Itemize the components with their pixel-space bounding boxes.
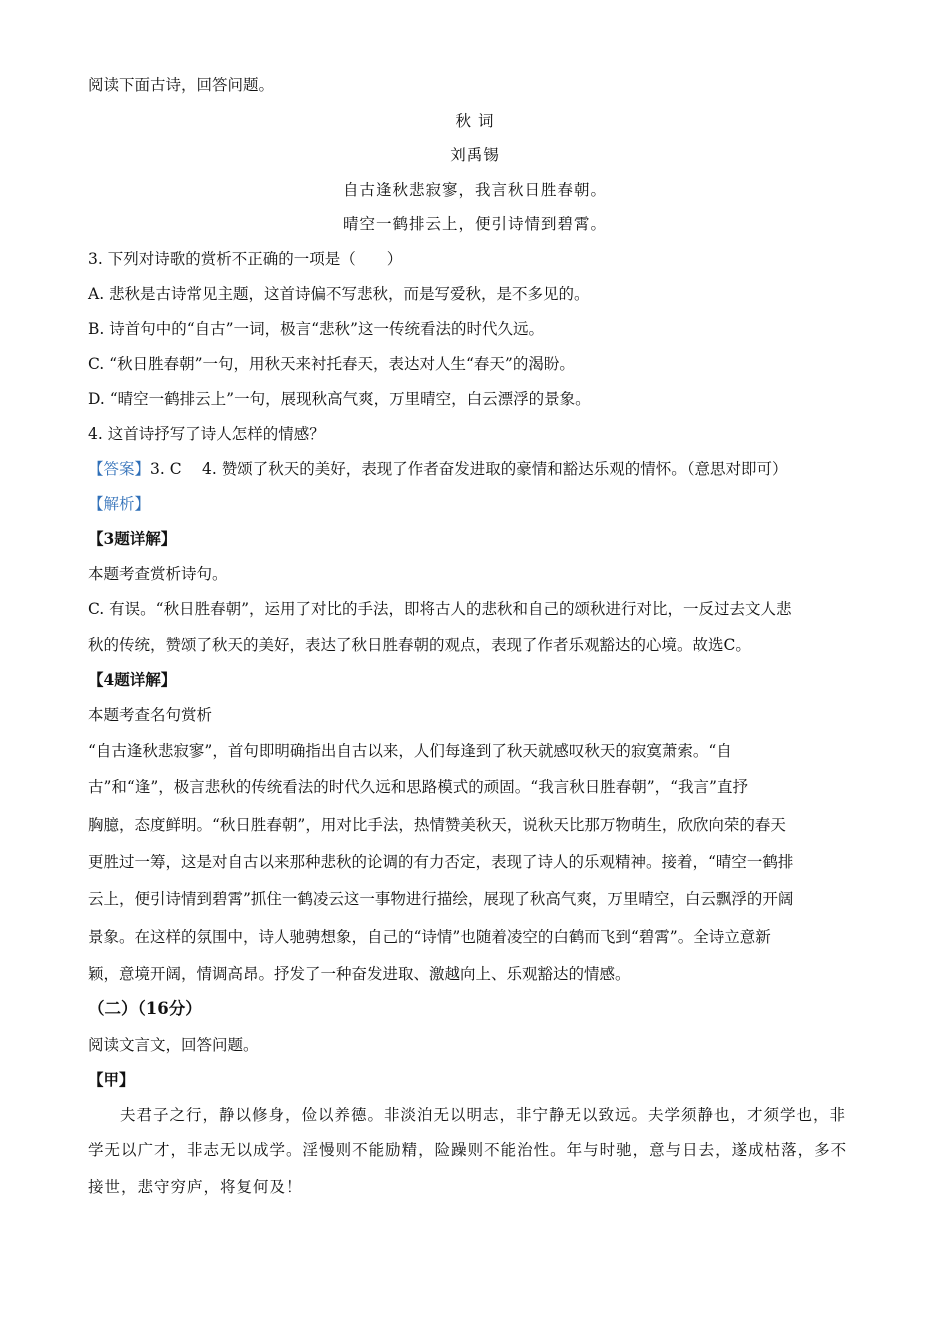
answer-line <box>88 458 788 480</box>
question-3-option-b: B. 诗首句中的“自古”一词，极言“悲秋”这一传统看法的时代久远。 <box>88 320 544 338</box>
section-2-heading: （二）（16分） <box>88 999 202 1018</box>
detail-4-line: 更胜过一筹，这是对自古以来那种悲秋的论调的有力否定，表现了诗人的乐观精神。接着，“晴空一鹤排 <box>88 853 794 871</box>
answer-text: 3. C 4. 赞颂了秋天的美好，表现了作者奋发进取的豪情和豁达乐观的情怀。（意思对即可） <box>150 460 788 478</box>
poem-line-2: 晴空一鹤排云上，便引诗情到碧霄。 <box>342 215 607 233</box>
answer-tag: 【答案】 <box>88 460 151 478</box>
analysis-tag: 【解析】 <box>88 495 151 513</box>
passage-jia-line-1: 夫君子之行，静以修身，俭以养德。非淡泊无以明志，非宁静无以致远。夫学须静也，才须学也，非 <box>120 1106 847 1124</box>
question-3-option-d: D. “晴空一鹤排云上”一句，展现秋高气爽，万里晴空，白云漂浮的景象。 <box>88 390 591 408</box>
passage-jia-line-2 <box>88 1139 860 1161</box>
detail-3-paragraph-2-line-1: C. 有误。“秋日胜春朝”，运用了对比的手法，即将古人的悲秋和自己的颂秋进行对比，一反过去文人悲 <box>88 600 792 618</box>
question-3-option-c: C. “秋日胜春朝”一句，用秋天来衬托春天，表达对人生“春天”的渴盼。 <box>88 355 575 373</box>
detail-4-line: 景象。在这样的氛围中，诗人驰骋想象，自己的“诗情”也随着凌空的白鹤而飞到“碧霄”。全诗立意新 <box>88 928 771 946</box>
detail-4-line: “自古逢秋悲寂寥”，首句即明确指出自古以来，人们每逢到了秋天就感叹秋天的寂寞萧索。“自 <box>88 742 732 760</box>
poem-line-1: 自古逢秋悲寂寥，我言秋日胜春朝。 <box>342 181 607 199</box>
detail-4-line: 胸臆，态度鲜明。“秋日胜春朝”，用对比手法，热情赞美秋天，说秋天比那万物萌生，欣欣向荣的春天 <box>88 816 786 834</box>
poem-author: 刘禹锡 <box>450 146 500 164</box>
detail-3-paragraph-2-line-2: 秋的传统，赞颂了秋天的美好，表达了秋日胜春朝的观点，表现了作者乐观豁达的心境。故选C。 <box>88 636 751 654</box>
detail-4-line: 古”和“逢”，极言悲秋的传统看法的时代久远和思路模式的顽固。“我言秋日胜春朝”，“我言”直抒 <box>88 778 748 796</box>
passage-text: 学无以 <box>88 1141 138 1159</box>
detail-4-paragraph-1: 本题考查名句赏析 <box>88 706 213 724</box>
question-3-stem: 3. 下列对诗歌的赏析不正确的一项是（ ） <box>88 250 403 268</box>
poem-intro: 阅读下面古诗，回答问题。 <box>88 76 275 94</box>
passage-text: 才，非志无以成学。 <box>154 1141 303 1159</box>
emphasized-char: 淫 <box>302 1141 320 1159</box>
detail-3-paragraph-1: 本题考查赏析诗句。 <box>88 565 228 583</box>
detail-4-heading: 【4题详解】 <box>88 670 177 689</box>
passage-jia-label: 【甲】 <box>88 1070 135 1089</box>
detail-4-line: 云上，便引诗情到碧霄”抓住一鹤凌云这一事物进行描绘，展现了秋高气爽，万里晴空，白云飘浮的开阔 <box>88 890 794 908</box>
question-3-option-a: A. 悲秋是古诗常见主题，这首诗偏不写悲秋，而是写爱秋，是不多见的。 <box>88 285 590 303</box>
passage-text: 慢则不能励精，险躁则不能治性。年与时驰，意与日去，遂成枯落，多不 <box>319 1141 848 1159</box>
poem-title: 秋 词 <box>455 112 495 130</box>
emphasized-char: 广 <box>137 1141 155 1159</box>
section-2-intro: 阅读文言文，回答问题。 <box>88 1036 259 1054</box>
question-4-stem: 4. 这首诗抒写了诗人怎样的情感？ <box>88 425 325 443</box>
detail-4-line: 颖，意境开阔，情调高昂。抒发了一种奋发进取、激越向上、乐观豁达的情感。 <box>88 965 631 983</box>
passage-jia-line-3: 接世，悲守穷庐，将复何及！ <box>88 1178 303 1196</box>
detail-3-heading: 【3题详解】 <box>88 529 177 548</box>
